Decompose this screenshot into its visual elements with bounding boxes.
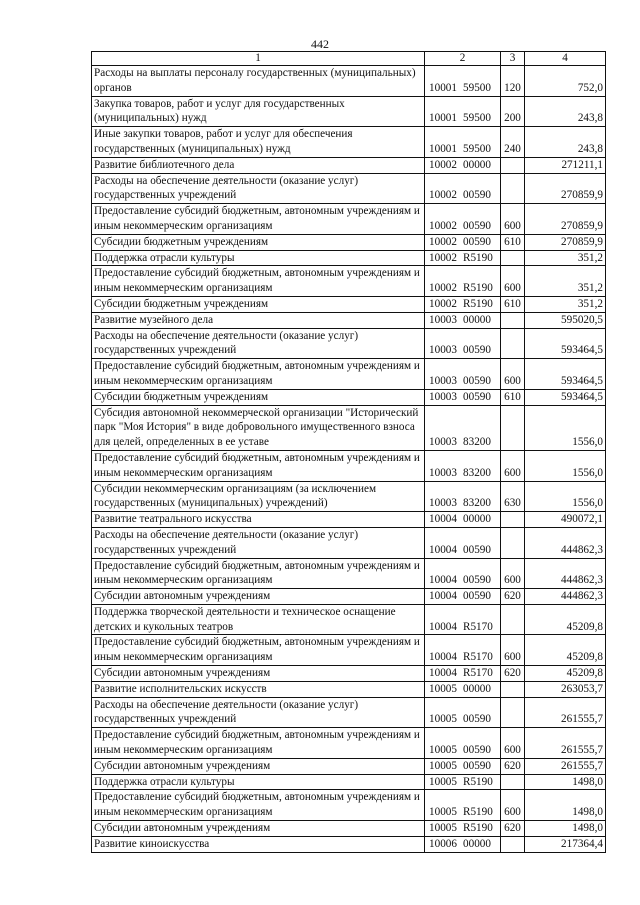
code-direction: R5170 [463, 651, 493, 664]
code-program: 10006 [429, 837, 457, 850]
code-direction: 00590 [463, 713, 491, 726]
row-name: Предоставление субсидий бюджетным, автономным учреждениям и иным некоммерческим организациям [92, 728, 425, 759]
row-target-code [425, 527, 501, 558]
row-amount: 351,2 [525, 296, 606, 312]
row-expense-type: 600 [501, 266, 525, 297]
table-row [92, 66, 606, 97]
row-target-code [425, 481, 501, 512]
row-amount: 444862,3 [525, 527, 606, 558]
table-row [92, 389, 606, 405]
code-direction: R5170 [463, 620, 493, 633]
code-program: 10002 [429, 251, 457, 264]
row-target-code [425, 681, 501, 697]
code-program: 10003 [429, 374, 457, 387]
row-expense-type [501, 173, 525, 204]
code-program: 10003 [429, 390, 457, 403]
code-direction: 00590 [463, 374, 491, 387]
col-header-name: 1 [92, 52, 425, 66]
code-direction: 00000 [463, 158, 491, 171]
row-expense-type: 600 [501, 790, 525, 821]
row-expense-type [501, 328, 525, 359]
code-program: 10005 [429, 759, 457, 772]
code-program: 10004 [429, 667, 457, 680]
row-expense-type: 610 [501, 234, 525, 250]
table-row [92, 635, 606, 666]
code-direction: 00000 [463, 313, 491, 326]
table-row [92, 450, 606, 481]
table-row [92, 512, 606, 528]
row-expense-type: 600 [501, 635, 525, 666]
row-name: Расходы на обеспечение деятельности (оказание услуг) государственных учреждений [92, 328, 425, 359]
code-program: 10001 [429, 142, 457, 155]
code-direction: 00590 [463, 344, 491, 357]
row-expense-type: 600 [501, 204, 525, 235]
row-target-code [425, 359, 501, 390]
row-name: Развитие исполнительских искусств [92, 681, 425, 697]
code-program: 10004 [429, 574, 457, 587]
row-amount: 351,2 [525, 250, 606, 266]
row-name: Поддержка отрасли культуры [92, 250, 425, 266]
row-amount: 45209,8 [525, 666, 606, 682]
row-amount: 270859,9 [525, 234, 606, 250]
row-target-code [425, 666, 501, 682]
row-amount: 444862,3 [525, 589, 606, 605]
header-row [92, 52, 606, 66]
row-target-code [425, 127, 501, 158]
row-amount: 270859,9 [525, 204, 606, 235]
row-target-code [425, 635, 501, 666]
code-direction: 00000 [463, 837, 491, 850]
row-expense-type: 200 [501, 96, 525, 127]
code-direction: R5190 [463, 297, 493, 310]
code-direction: 00590 [463, 235, 491, 248]
row-name: Развитие библиотечного дела [92, 157, 425, 173]
row-expense-type: 620 [501, 821, 525, 837]
code-program: 10003 [429, 344, 457, 357]
row-expense-type [501, 697, 525, 728]
code-program: 10004 [429, 590, 457, 603]
row-amount: 1498,0 [525, 774, 606, 790]
row-amount: 271211,1 [525, 157, 606, 173]
table-row [92, 758, 606, 774]
table-row [92, 157, 606, 173]
row-target-code [425, 96, 501, 127]
code-program: 10002 [429, 158, 457, 171]
col-header-code: 2 [425, 52, 501, 66]
row-target-code [425, 790, 501, 821]
row-name: Предоставление субсидий бюджетным, автономным учреждениям и иным некоммерческим организациям [92, 790, 425, 821]
row-name: Субсидии бюджетным учреждениям [92, 234, 425, 250]
table-row [92, 604, 606, 635]
code-program: 10004 [429, 651, 457, 664]
table-row [92, 266, 606, 297]
code-direction: 59500 [463, 142, 491, 155]
row-expense-type [501, 681, 525, 697]
table-row [92, 589, 606, 605]
code-direction: 00590 [463, 189, 491, 202]
row-expense-type [501, 774, 525, 790]
row-expense-type: 600 [501, 558, 525, 589]
code-direction: R5170 [463, 667, 493, 680]
code-direction: R5190 [463, 775, 493, 788]
code-direction: 00000 [463, 513, 491, 526]
row-name: Развитие музейного дела [92, 312, 425, 328]
row-amount: 263053,7 [525, 681, 606, 697]
row-amount: 593464,5 [525, 328, 606, 359]
table-row [92, 405, 606, 450]
row-target-code [425, 328, 501, 359]
budget-table [91, 51, 606, 853]
row-expense-type [501, 250, 525, 266]
code-program: 10002 [429, 219, 457, 232]
row-name: Субсидия автономной некоммерческой организации "Исторический парк "Моя История" в виде добровольного имущественного взноса для целей, определенных в ее уставе [92, 405, 425, 450]
table-row [92, 681, 606, 697]
table-row [92, 697, 606, 728]
row-name: Расходы на обеспечение деятельности (оказание услуг) государственных учреждений [92, 173, 425, 204]
row-amount: 351,2 [525, 266, 606, 297]
code-direction: 83200 [463, 466, 491, 479]
row-expense-type [501, 157, 525, 173]
table-row [92, 127, 606, 158]
table-row [92, 481, 606, 512]
row-amount: 243,8 [525, 96, 606, 127]
table-row [92, 296, 606, 312]
row-target-code [425, 604, 501, 635]
code-direction: 83200 [463, 436, 491, 449]
code-program: 10002 [429, 189, 457, 202]
page-number: 442 [311, 37, 329, 51]
code-program: 10003 [429, 497, 457, 510]
code-program: 10004 [429, 543, 457, 556]
code-program: 10003 [429, 436, 457, 449]
code-program: 10001 [429, 112, 457, 125]
row-amount: 490072,1 [525, 512, 606, 528]
code-direction: R5190 [463, 282, 493, 295]
table-row [92, 234, 606, 250]
row-name: Субсидии автономным учреждениям [92, 666, 425, 682]
row-expense-type: 620 [501, 758, 525, 774]
row-target-code [425, 173, 501, 204]
code-program: 10005 [429, 822, 457, 835]
row-expense-type: 610 [501, 389, 525, 405]
row-amount: 270859,9 [525, 173, 606, 204]
table-row [92, 666, 606, 682]
row-expense-type [501, 312, 525, 328]
code-program: 10002 [429, 297, 457, 310]
row-target-code [425, 589, 501, 605]
row-target-code [425, 774, 501, 790]
row-target-code [425, 250, 501, 266]
row-amount: 1556,0 [525, 405, 606, 450]
code-direction: 83200 [463, 497, 491, 510]
row-name: Поддержка творческой деятельности и техническое оснащение детских и кукольных театров [92, 604, 425, 635]
row-name: Предоставление субсидий бюджетным, автономным учреждениям и иным некоммерческим организациям [92, 635, 425, 666]
row-expense-type [501, 836, 525, 852]
code-program: 10004 [429, 620, 457, 633]
row-target-code [425, 204, 501, 235]
table-row [92, 96, 606, 127]
code-program: 10005 [429, 806, 457, 819]
row-amount: 595020,5 [525, 312, 606, 328]
row-expense-type [501, 527, 525, 558]
row-expense-type: 240 [501, 127, 525, 158]
row-target-code [425, 405, 501, 450]
table-row [92, 312, 606, 328]
code-program: 10005 [429, 744, 457, 757]
code-direction: 59500 [463, 112, 491, 125]
row-expense-type: 620 [501, 666, 525, 682]
row-expense-type: 600 [501, 359, 525, 390]
row-target-code [425, 312, 501, 328]
code-program: 10003 [429, 466, 457, 479]
code-direction: 00590 [463, 543, 491, 556]
table-row [92, 250, 606, 266]
code-program: 10002 [429, 282, 457, 295]
row-name: Расходы на выплаты персоналу государственных (муниципальных) органов [92, 66, 425, 97]
row-expense-type: 600 [501, 728, 525, 759]
table-row [92, 821, 606, 837]
row-name: Иные закупки товаров, работ и услуг для обеспечения государственных (муниципальных) нужд [92, 127, 425, 158]
code-program: 10001 [429, 81, 457, 94]
row-amount: 261555,7 [525, 758, 606, 774]
row-amount: 593464,5 [525, 389, 606, 405]
code-direction: R5190 [463, 822, 493, 835]
row-amount: 1556,0 [525, 481, 606, 512]
row-amount: 752,0 [525, 66, 606, 97]
row-target-code [425, 66, 501, 97]
code-program: 10004 [429, 513, 457, 526]
row-amount: 1498,0 [525, 790, 606, 821]
row-amount: 45209,8 [525, 604, 606, 635]
table-row [92, 527, 606, 558]
row-expense-type: 630 [501, 481, 525, 512]
row-name: Развитие киноискусства [92, 836, 425, 852]
row-name: Субсидии некоммерческим организациям (за исключением государственных (муниципальных) учреждений) [92, 481, 425, 512]
row-name: Субсидии автономным учреждениям [92, 821, 425, 837]
row-name: Предоставление субсидий бюджетным, автономным учреждениям и иным некоммерческим организациям [92, 450, 425, 481]
row-expense-type [501, 512, 525, 528]
row-amount: 593464,5 [525, 359, 606, 390]
row-name: Субсидии автономным учреждениям [92, 758, 425, 774]
row-amount: 444862,3 [525, 558, 606, 589]
row-name: Расходы на обеспечение деятельности (оказание услуг) государственных учреждений [92, 527, 425, 558]
code-program: 10005 [429, 775, 457, 788]
row-amount: 261555,7 [525, 697, 606, 728]
row-expense-type: 620 [501, 589, 525, 605]
row-name: Закупка товаров, работ и услуг для государственных (муниципальных) нужд [92, 96, 425, 127]
table-row [92, 558, 606, 589]
row-expense-type [501, 405, 525, 450]
code-direction: R5190 [463, 251, 493, 264]
code-direction: 00590 [463, 759, 491, 772]
code-direction: 00590 [463, 219, 491, 232]
code-program: 10005 [429, 682, 457, 695]
row-amount: 1498,0 [525, 821, 606, 837]
row-name: Предоставление субсидий бюджетным, автономным учреждениям и иным некоммерческим организациям [92, 204, 425, 235]
row-target-code [425, 296, 501, 312]
col-header-type: 3 [501, 52, 525, 66]
col-header-amount: 4 [525, 52, 606, 66]
table-row [92, 774, 606, 790]
row-target-code [425, 728, 501, 759]
row-name: Расходы на обеспечение деятельности (оказание услуг) государственных учреждений [92, 697, 425, 728]
row-target-code [425, 558, 501, 589]
row-target-code [425, 234, 501, 250]
table-row [92, 328, 606, 359]
row-name: Предоставление субсидий бюджетным, автономным учреждениям и иным некоммерческим организациям [92, 266, 425, 297]
row-expense-type: 610 [501, 296, 525, 312]
table-row [92, 790, 606, 821]
table-row [92, 173, 606, 204]
row-target-code [425, 389, 501, 405]
code-direction: 00590 [463, 574, 491, 587]
row-target-code [425, 836, 501, 852]
code-direction: 00590 [463, 590, 491, 603]
row-amount: 217364,4 [525, 836, 606, 852]
row-name: Поддержка отрасли культуры [92, 774, 425, 790]
row-name: Предоставление субсидий бюджетным, автономным учреждениям и иным некоммерческим организациям [92, 558, 425, 589]
code-program: 10002 [429, 235, 457, 248]
table-row [92, 728, 606, 759]
row-name: Субсидии бюджетным учреждениям [92, 389, 425, 405]
table-row [92, 204, 606, 235]
row-amount: 1556,0 [525, 450, 606, 481]
code-direction: R5190 [463, 806, 493, 819]
table-row [92, 836, 606, 852]
row-name: Развитие театрального искусства [92, 512, 425, 528]
row-target-code [425, 697, 501, 728]
table-row [92, 359, 606, 390]
code-direction: 59500 [463, 81, 491, 94]
row-expense-type: 120 [501, 66, 525, 97]
row-target-code [425, 821, 501, 837]
code-program: 10003 [429, 313, 457, 326]
row-target-code [425, 157, 501, 173]
code-direction: 00000 [463, 682, 491, 695]
row-target-code [425, 512, 501, 528]
row-target-code [425, 758, 501, 774]
row-amount: 45209,8 [525, 635, 606, 666]
code-direction: 00590 [463, 390, 491, 403]
row-target-code [425, 266, 501, 297]
row-expense-type: 600 [501, 450, 525, 481]
code-program: 10005 [429, 713, 457, 726]
row-expense-type [501, 604, 525, 635]
row-name: Субсидии бюджетным учреждениям [92, 296, 425, 312]
row-name: Субсидии автономным учреждениям [92, 589, 425, 605]
row-name: Предоставление субсидий бюджетным, автономным учреждениям и иным некоммерческим организациям [92, 359, 425, 390]
row-target-code [425, 450, 501, 481]
code-direction: 00590 [463, 744, 491, 757]
row-amount: 261555,7 [525, 728, 606, 759]
row-amount: 243,8 [525, 127, 606, 158]
